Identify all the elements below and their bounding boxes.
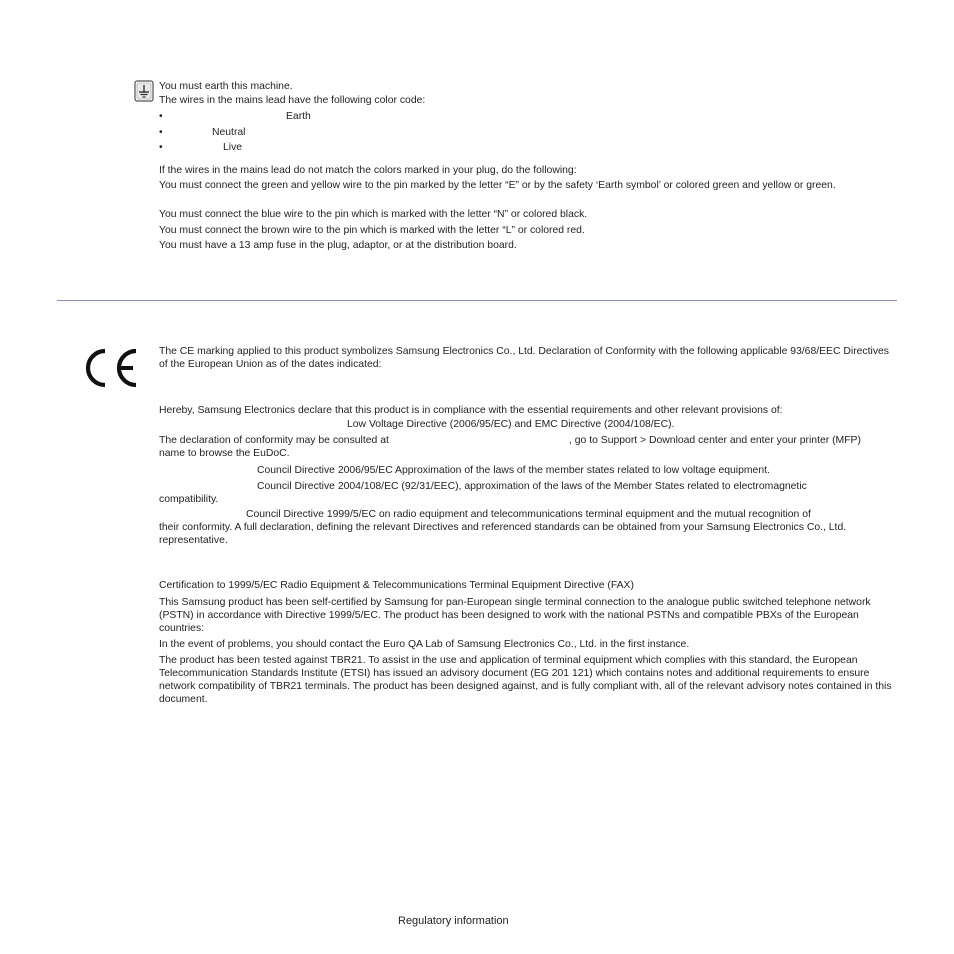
radio-directive: Council Directive 1999/5/EC on radio equipment and telecommunications terminal equipment and the mutual recognition of — [246, 509, 811, 520]
emc-directive-continued: compatibility. — [159, 494, 219, 505]
declaration-eudoc-text: name to browse the EuDoC. — [159, 448, 290, 459]
hereby-declaration: Hereby, Samsung Electronics declare that this product is in compliance with the essential requirements and other relevant provisions of: — [159, 405, 783, 416]
mismatch-intro: If the wires in the mains lead do not match the colors marked in your plug, do the following: — [159, 165, 577, 176]
wire-neutral-label: Neutral — [212, 127, 246, 138]
declaration-support-text: , go to Support > Download center and enter your printer (MFP) — [569, 435, 861, 446]
declaration-consult-text: The declaration of conformity may be consulted at — [159, 435, 389, 446]
color-code-intro: The wires in the mains lead have the following color code: — [159, 95, 426, 106]
wire-live-label: Live — [223, 142, 243, 153]
instruction-earth-wire: You must connect the green and yellow wire to the pin marked by the letter “E” or by the safety ‘Earth symbol’ or colored green and yellow or green. — [159, 180, 836, 191]
bullet-marker: • — [159, 111, 163, 122]
problems-contact-text: In the event of problems, you should contact the Euro QA Lab of Samsung Electronics Co., Ltd. in the first instance. — [159, 639, 690, 650]
fax-certification-title: Certification to 1999/5/EC Radio Equipment & Telecommunications Terminal Equipment Directive (FAX) — [159, 580, 634, 591]
low-voltage-directive: Council Directive 2006/95/EC Approximation of the laws of the member states related to low voltage equipment. — [257, 465, 770, 476]
section-divider — [57, 300, 897, 301]
bullet-marker: • — [159, 142, 163, 153]
ce-mark-icon — [81, 347, 139, 389]
page-footer: Regulatory information — [398, 915, 509, 927]
wire-earth-label: Earth — [286, 111, 311, 122]
earth-ground-icon — [134, 80, 154, 102]
instruction-live-wire: You must connect the brown wire to the pin which is marked with the letter “L” or colored red. — [159, 225, 585, 236]
instruction-fuse: You must have a 13 amp fuse in the plug, adaptor, or at the distribution board. — [159, 240, 517, 251]
tbr21-paragraph: The product has been tested against TBR21. To assist in the use and application of terminal equipment which complies with this standard, the European Telecommunication Standards Institute (ETSI) has issued an advisory document (EG 201 121) which contains notes and additional requirements to ensure network compatibility of TBR21 terminals. The product has been designed against, and is fully compliant with, all of the relevant advisory notes contained in this document. — [159, 655, 892, 705]
radio-directive-continued: their conformity. A full declaration, defining the relevant Directives and referenced standards can be obtained from your Samsung Electronics Co., Ltd. representative. — [159, 522, 847, 546]
instruction-neutral-wire: You must connect the blue wire to the pin which is marked with the letter “N” or colored black. — [159, 209, 588, 220]
must-earth-text: You must earth this machine. — [159, 81, 293, 92]
bullet-marker: • — [159, 127, 163, 138]
emc-directive: Council Directive 2004/108/EC (92/31/EEC), approximation of the laws of the Member States related to electromagnetic — [257, 481, 807, 492]
applicable-directives: Low Voltage Directive (2006/95/EC) and EMC Directive (2004/108/EC). — [347, 419, 675, 430]
ce-intro-paragraph: The CE marking applied to this product symbolizes Samsung Electronics Co., Ltd. Declaration of Conformity with the following applicable 93/68/EEC Directives of the European Union as of the dates indicated: — [159, 346, 889, 370]
self-certification-paragraph: This Samsung product has been self-certified by Samsung for pan-European single terminal connection to the analogue public switched telephone network (PSTN) in accordance with Directive 1999/5/EC. The product has been designed to work with the national PSTNs and compatible PBXs of the European countries: — [159, 597, 871, 634]
